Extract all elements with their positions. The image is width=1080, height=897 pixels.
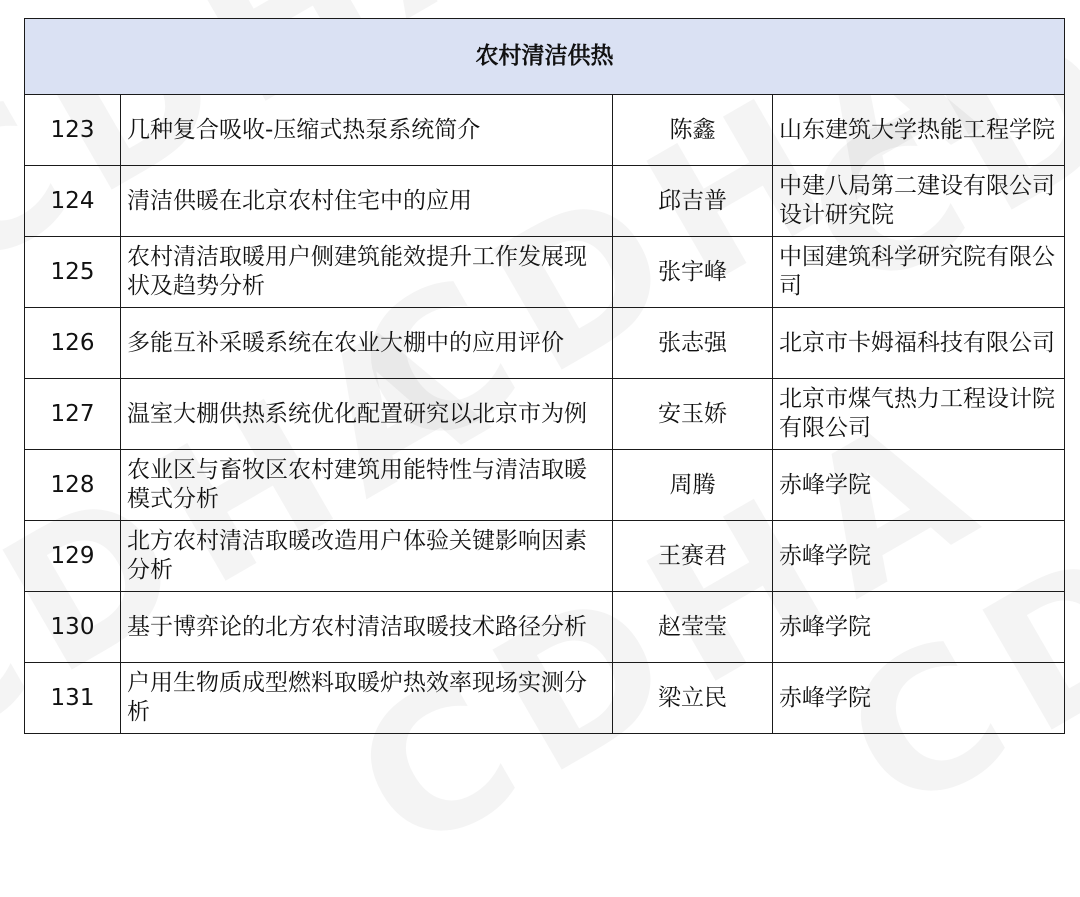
paper-organization: 北京市卡姆福科技有限公司 [773, 308, 1065, 379]
paper-number: 125 [25, 237, 121, 308]
paper-organization: 中建八局第二建设有限公司设计研究院 [773, 166, 1065, 237]
paper-author: 邱吉普 [613, 166, 773, 237]
table-row [25, 166, 1065, 237]
table-row [25, 521, 1065, 592]
paper-organization: 赤峰学院 [773, 663, 1065, 734]
paper-organization: 赤峰学院 [773, 521, 1065, 592]
table-row [25, 663, 1065, 734]
paper-title: 北方农村清洁取暖改造用户体验关键影响因素分析 [121, 521, 613, 592]
paper-organization: 中国建筑科学研究院有限公司 [773, 237, 1065, 308]
paper-organization: 赤峰学院 [773, 592, 1065, 663]
paper-organization: 北京市煤气热力工程设计院有限公司 [773, 379, 1065, 450]
paper-number: 124 [25, 166, 121, 237]
paper-number: 129 [25, 521, 121, 592]
paper-title: 户用生物质成型燃料取暖炉热效率现场实测分析 [121, 663, 613, 734]
paper-list-table [24, 18, 1065, 734]
table-row [25, 379, 1065, 450]
table-row [25, 237, 1065, 308]
paper-number: 128 [25, 450, 121, 521]
paper-title: 几种复合吸收-压缩式热泵系统简介 [121, 95, 613, 166]
paper-author: 张志强 [613, 308, 773, 379]
paper-number: 131 [25, 663, 121, 734]
paper-organization: 山东建筑大学热能工程学院 [773, 95, 1065, 166]
table-row [25, 592, 1065, 663]
paper-number: 123 [25, 95, 121, 166]
table-row [25, 308, 1065, 379]
paper-title: 基于博弈论的北方农村清洁取暖技术路径分析 [121, 592, 613, 663]
paper-author: 安玉娇 [613, 379, 773, 450]
paper-title: 农业区与畜牧区农村建筑用能特性与清洁取暖模式分析 [121, 450, 613, 521]
paper-author: 王赛君 [613, 521, 773, 592]
paper-title: 温室大棚供热系统优化配置研究以北京市为例 [121, 379, 613, 450]
paper-number: 126 [25, 308, 121, 379]
paper-title: 多能互补采暖系统在农业大棚中的应用评价 [121, 308, 613, 379]
section-title: 农村清洁供热 [25, 19, 1065, 95]
paper-number: 127 [25, 379, 121, 450]
paper-author: 张宇峰 [613, 237, 773, 308]
paper-title: 农村清洁取暖用户侧建筑能效提升工作发展现状及趋势分析 [121, 237, 613, 308]
paper-number: 130 [25, 592, 121, 663]
paper-author: 梁立民 [613, 663, 773, 734]
paper-organization: 赤峰学院 [773, 450, 1065, 521]
paper-author: 陈鑫 [613, 95, 773, 166]
paper-author: 周腾 [613, 450, 773, 521]
table-row [25, 450, 1065, 521]
paper-title: 清洁供暖在北京农村住宅中的应用 [121, 166, 613, 237]
table-row [25, 95, 1065, 166]
paper-author: 赵莹莹 [613, 592, 773, 663]
